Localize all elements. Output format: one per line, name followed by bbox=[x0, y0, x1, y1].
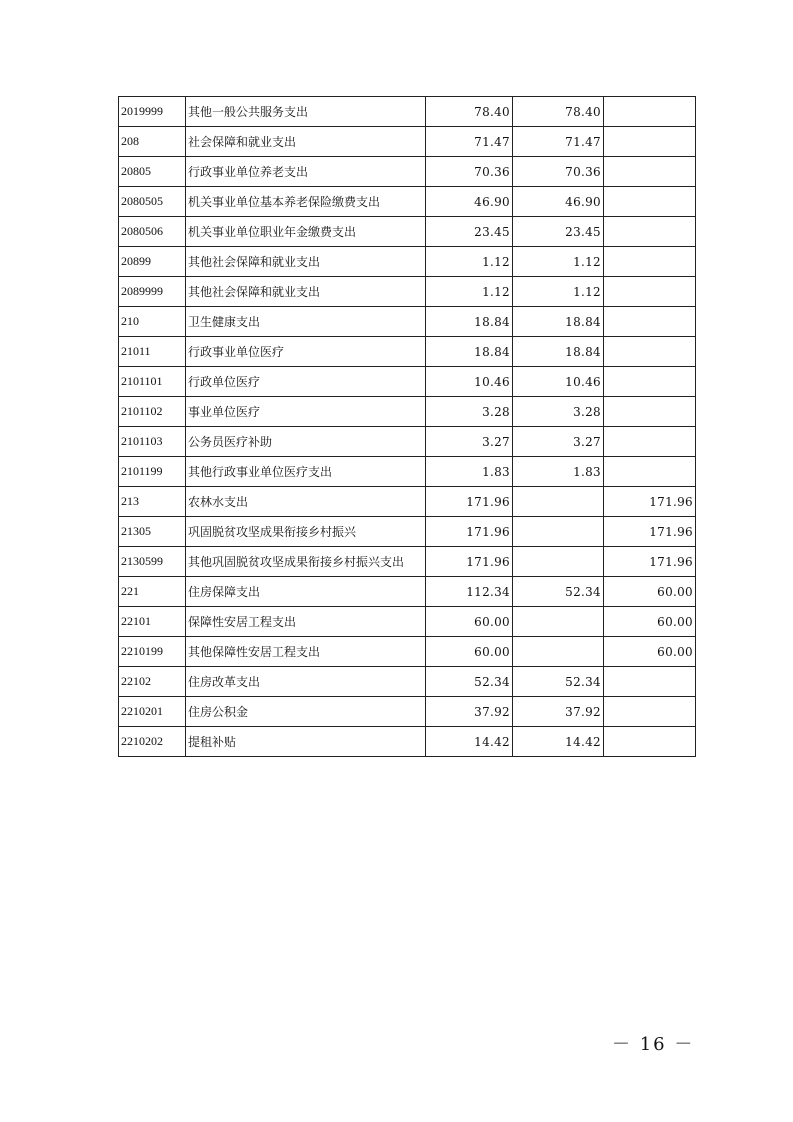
row-name-cell: 住房改革支出 bbox=[186, 667, 426, 697]
row-project-cell bbox=[604, 217, 696, 247]
table-row bbox=[119, 127, 696, 157]
row-project-cell: 171.96 bbox=[604, 517, 696, 547]
row-basic-cell: 71.47 bbox=[513, 127, 604, 157]
row-code-cell: 20805 bbox=[119, 157, 186, 187]
row-code-cell: 21011 bbox=[119, 337, 186, 367]
row-name-cell: 巩固脱贫攻坚成果衔接乡村振兴 bbox=[186, 517, 426, 547]
row-project-cell bbox=[604, 157, 696, 187]
row-name-cell: 保障性安居工程支出 bbox=[186, 607, 426, 637]
row-code-cell: 210 bbox=[119, 307, 186, 337]
row-project-cell bbox=[604, 667, 696, 697]
row-basic-cell: 70.36 bbox=[513, 157, 604, 187]
row-code-cell: 22102 bbox=[119, 667, 186, 697]
row-total-cell: 18.84 bbox=[426, 337, 513, 367]
row-name-cell: 其他一般公共服务支出 bbox=[186, 97, 426, 127]
row-total-cell: 18.84 bbox=[426, 307, 513, 337]
table-row bbox=[119, 247, 696, 277]
row-code-cell: 2130599 bbox=[119, 547, 186, 577]
table-row bbox=[119, 667, 696, 697]
table-row bbox=[119, 157, 696, 187]
row-total-cell: 10.46 bbox=[426, 367, 513, 397]
row-code-cell: 2210202 bbox=[119, 727, 186, 757]
row-project-cell bbox=[604, 367, 696, 397]
row-project-cell bbox=[604, 397, 696, 427]
row-name-cell: 其他社会保障和就业支出 bbox=[186, 277, 426, 307]
row-total-cell: 60.00 bbox=[426, 607, 513, 637]
row-project-cell bbox=[604, 97, 696, 127]
table-row bbox=[119, 547, 696, 577]
table-row bbox=[119, 397, 696, 427]
row-name-cell: 行政事业单位医疗 bbox=[186, 337, 426, 367]
row-name-cell: 机关事业单位基本养老保险缴费支出 bbox=[186, 187, 426, 217]
table-row bbox=[119, 307, 696, 337]
table-row bbox=[119, 697, 696, 727]
table-row bbox=[119, 97, 696, 127]
row-code-cell: 2019999 bbox=[119, 97, 186, 127]
table-row bbox=[119, 487, 696, 517]
table-row bbox=[119, 727, 696, 757]
row-basic-cell: 1.83 bbox=[513, 457, 604, 487]
row-name-cell: 公务员医疗补助 bbox=[186, 427, 426, 457]
row-basic-cell bbox=[513, 607, 604, 637]
table-row bbox=[119, 607, 696, 637]
table-row bbox=[119, 577, 696, 607]
row-name-cell: 行政事业单位养老支出 bbox=[186, 157, 426, 187]
row-project-cell bbox=[604, 457, 696, 487]
row-project-cell bbox=[604, 127, 696, 157]
row-basic-cell bbox=[513, 547, 604, 577]
row-total-cell: 112.34 bbox=[426, 577, 513, 607]
row-project-cell bbox=[604, 277, 696, 307]
row-code-cell: 2089999 bbox=[119, 277, 186, 307]
row-code-cell: 2080506 bbox=[119, 217, 186, 247]
row-name-cell: 卫生健康支出 bbox=[186, 307, 426, 337]
row-basic-cell: 18.84 bbox=[513, 307, 604, 337]
row-basic-cell: 46.90 bbox=[513, 187, 604, 217]
row-name-cell: 提租补贴 bbox=[186, 727, 426, 757]
row-code-cell: 213 bbox=[119, 487, 186, 517]
row-name-cell: 事业单位医疗 bbox=[186, 397, 426, 427]
row-total-cell: 70.36 bbox=[426, 157, 513, 187]
row-basic-cell: 10.46 bbox=[513, 367, 604, 397]
row-project-cell: 60.00 bbox=[604, 637, 696, 667]
row-total-cell: 60.00 bbox=[426, 637, 513, 667]
table-row bbox=[119, 427, 696, 457]
row-total-cell: 52.34 bbox=[426, 667, 513, 697]
row-project-cell bbox=[604, 307, 696, 337]
row-total-cell: 1.83 bbox=[426, 457, 513, 487]
row-basic-cell bbox=[513, 517, 604, 547]
row-basic-cell: 52.34 bbox=[513, 577, 604, 607]
table-row bbox=[119, 367, 696, 397]
row-name-cell: 其他社会保障和就业支出 bbox=[186, 247, 426, 277]
row-basic-cell: 14.42 bbox=[513, 727, 604, 757]
row-basic-cell: 18.84 bbox=[513, 337, 604, 367]
row-name-cell: 其他行政事业单位医疗支出 bbox=[186, 457, 426, 487]
row-project-cell: 60.00 bbox=[604, 607, 696, 637]
row-total-cell: 46.90 bbox=[426, 187, 513, 217]
row-code-cell: 208 bbox=[119, 127, 186, 157]
row-total-cell: 1.12 bbox=[426, 247, 513, 277]
row-name-cell: 机关事业单位职业年金缴费支出 bbox=[186, 217, 426, 247]
page-number: － 16 － bbox=[612, 1034, 695, 1055]
row-total-cell: 37.92 bbox=[426, 697, 513, 727]
row-total-cell: 1.12 bbox=[426, 277, 513, 307]
row-code-cell: 2101103 bbox=[119, 427, 186, 457]
row-project-cell: 171.96 bbox=[604, 487, 696, 517]
row-basic-cell: 3.28 bbox=[513, 397, 604, 427]
row-name-cell: 其他保障性安居工程支出 bbox=[186, 637, 426, 667]
budget-expenditure-table bbox=[118, 96, 696, 757]
row-project-cell: 60.00 bbox=[604, 577, 696, 607]
row-basic-cell: 52.34 bbox=[513, 667, 604, 697]
row-basic-cell bbox=[513, 487, 604, 517]
table-row bbox=[119, 457, 696, 487]
row-name-cell: 行政单位医疗 bbox=[186, 367, 426, 397]
row-code-cell: 2210201 bbox=[119, 697, 186, 727]
row-project-cell bbox=[604, 697, 696, 727]
row-total-cell: 171.96 bbox=[426, 517, 513, 547]
row-project-cell: 171.96 bbox=[604, 547, 696, 577]
row-code-cell: 2210199 bbox=[119, 637, 186, 667]
row-code-cell: 2101101 bbox=[119, 367, 186, 397]
row-code-cell: 2101102 bbox=[119, 397, 186, 427]
row-name-cell: 其他巩固脱贫攻坚成果衔接乡村振兴支出 bbox=[186, 547, 426, 577]
row-basic-cell: 3.27 bbox=[513, 427, 604, 457]
table-row bbox=[119, 217, 696, 247]
row-total-cell: 3.28 bbox=[426, 397, 513, 427]
row-code-cell: 2080505 bbox=[119, 187, 186, 217]
table-row bbox=[119, 187, 696, 217]
row-total-cell: 3.27 bbox=[426, 427, 513, 457]
row-code-cell: 20899 bbox=[119, 247, 186, 277]
row-code-cell: 22101 bbox=[119, 607, 186, 637]
row-project-cell bbox=[604, 337, 696, 367]
row-project-cell bbox=[604, 427, 696, 457]
table-row bbox=[119, 637, 696, 667]
row-total-cell: 23.45 bbox=[426, 217, 513, 247]
row-code-cell: 221 bbox=[119, 577, 186, 607]
row-basic-cell: 78.40 bbox=[513, 97, 604, 127]
row-name-cell: 农林水支出 bbox=[186, 487, 426, 517]
table-row bbox=[119, 337, 696, 367]
row-basic-cell: 37.92 bbox=[513, 697, 604, 727]
row-total-cell: 78.40 bbox=[426, 97, 513, 127]
table-body bbox=[119, 97, 696, 757]
row-project-cell bbox=[604, 247, 696, 277]
row-project-cell bbox=[604, 187, 696, 217]
row-total-cell: 171.96 bbox=[426, 547, 513, 577]
table-row bbox=[119, 277, 696, 307]
table-row bbox=[119, 517, 696, 547]
row-name-cell: 住房公积金 bbox=[186, 697, 426, 727]
row-code-cell: 21305 bbox=[119, 517, 186, 547]
row-total-cell: 71.47 bbox=[426, 127, 513, 157]
row-basic-cell: 1.12 bbox=[513, 247, 604, 277]
row-project-cell bbox=[604, 727, 696, 757]
row-total-cell: 171.96 bbox=[426, 487, 513, 517]
row-basic-cell: 1.12 bbox=[513, 277, 604, 307]
row-name-cell: 社会保障和就业支出 bbox=[186, 127, 426, 157]
row-basic-cell bbox=[513, 637, 604, 667]
row-code-cell: 2101199 bbox=[119, 457, 186, 487]
row-basic-cell: 23.45 bbox=[513, 217, 604, 247]
row-total-cell: 14.42 bbox=[426, 727, 513, 757]
row-name-cell: 住房保障支出 bbox=[186, 577, 426, 607]
